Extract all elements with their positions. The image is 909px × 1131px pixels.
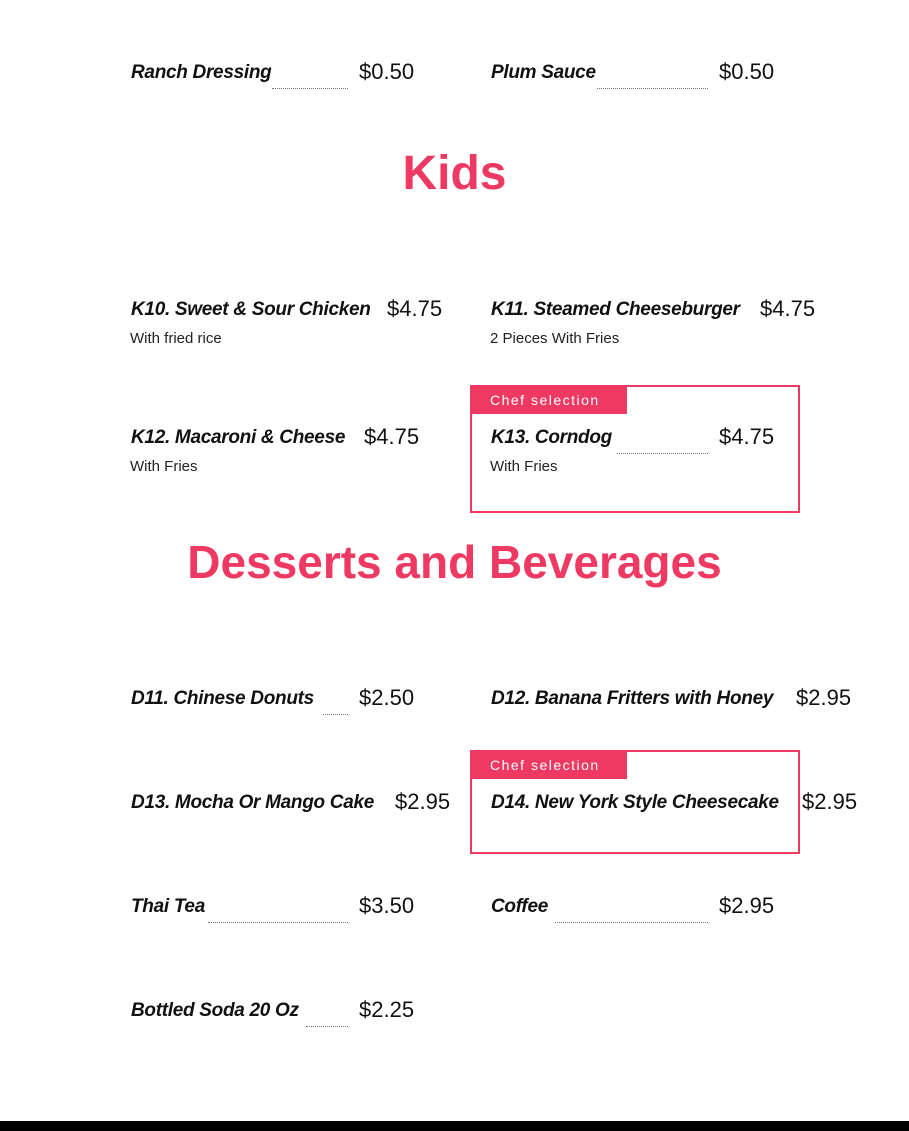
item-name: K12. Macaroni & Cheese	[131, 427, 346, 448]
chef-selection-badge: Chef selection	[471, 386, 627, 414]
item-price: $3.50	[359, 893, 415, 918]
section-title-kids: Kids	[402, 147, 507, 200]
item-price: $2.50	[359, 685, 415, 710]
item-price: $0.50	[719, 59, 775, 84]
item-price: $4.75	[364, 424, 420, 449]
item-name: Thai Tea	[131, 896, 205, 917]
item-name: K13. Corndog	[491, 427, 612, 448]
item-name: Plum Sauce	[491, 62, 596, 83]
item-price: $4.75	[719, 424, 775, 449]
item-name: Bottled Soda 20 Oz	[131, 1000, 299, 1021]
item-name: K10. Sweet & Sour Chicken	[131, 299, 371, 320]
item-price: $4.75	[760, 296, 816, 321]
item-name: Coffee	[491, 896, 548, 917]
chef-selection-badge: Chef selection	[471, 751, 627, 779]
dotted-leader	[272, 88, 348, 89]
item-price: $4.75	[387, 296, 443, 321]
item-name: Ranch Dressing	[131, 62, 272, 83]
item-description: With Fries	[130, 458, 198, 475]
item-description: With fried rice	[130, 330, 222, 347]
item-name: K11. Steamed Cheeseburger	[491, 299, 740, 320]
item-price: $0.50	[359, 59, 415, 84]
item-price: $2.95	[802, 789, 858, 814]
item-price: $2.95	[719, 893, 775, 918]
item-name: D13. Mocha Or Mango Cake	[131, 792, 375, 813]
dotted-leader	[208, 922, 348, 923]
footer-bar	[0, 1121, 909, 1131]
dotted-leader	[323, 714, 348, 715]
dotted-leader	[555, 922, 708, 923]
item-name: D14. New York Style Cheesecake	[491, 792, 779, 813]
item-name: D11. Chinese Donuts	[131, 688, 314, 709]
item-price: $2.95	[796, 685, 852, 710]
dotted-leader	[597, 88, 708, 89]
item-description: 2 Pieces With Fries	[490, 330, 620, 347]
dotted-leader	[306, 1026, 348, 1027]
item-price: $2.95	[395, 789, 451, 814]
section-title-desserts-beverages: Desserts and Beverages	[187, 536, 722, 588]
dotted-leader	[617, 453, 708, 454]
item-description: With Fries	[490, 458, 558, 475]
item-price: $2.25	[359, 997, 415, 1022]
item-name: D12. Banana Fritters with Honey	[491, 688, 774, 709]
